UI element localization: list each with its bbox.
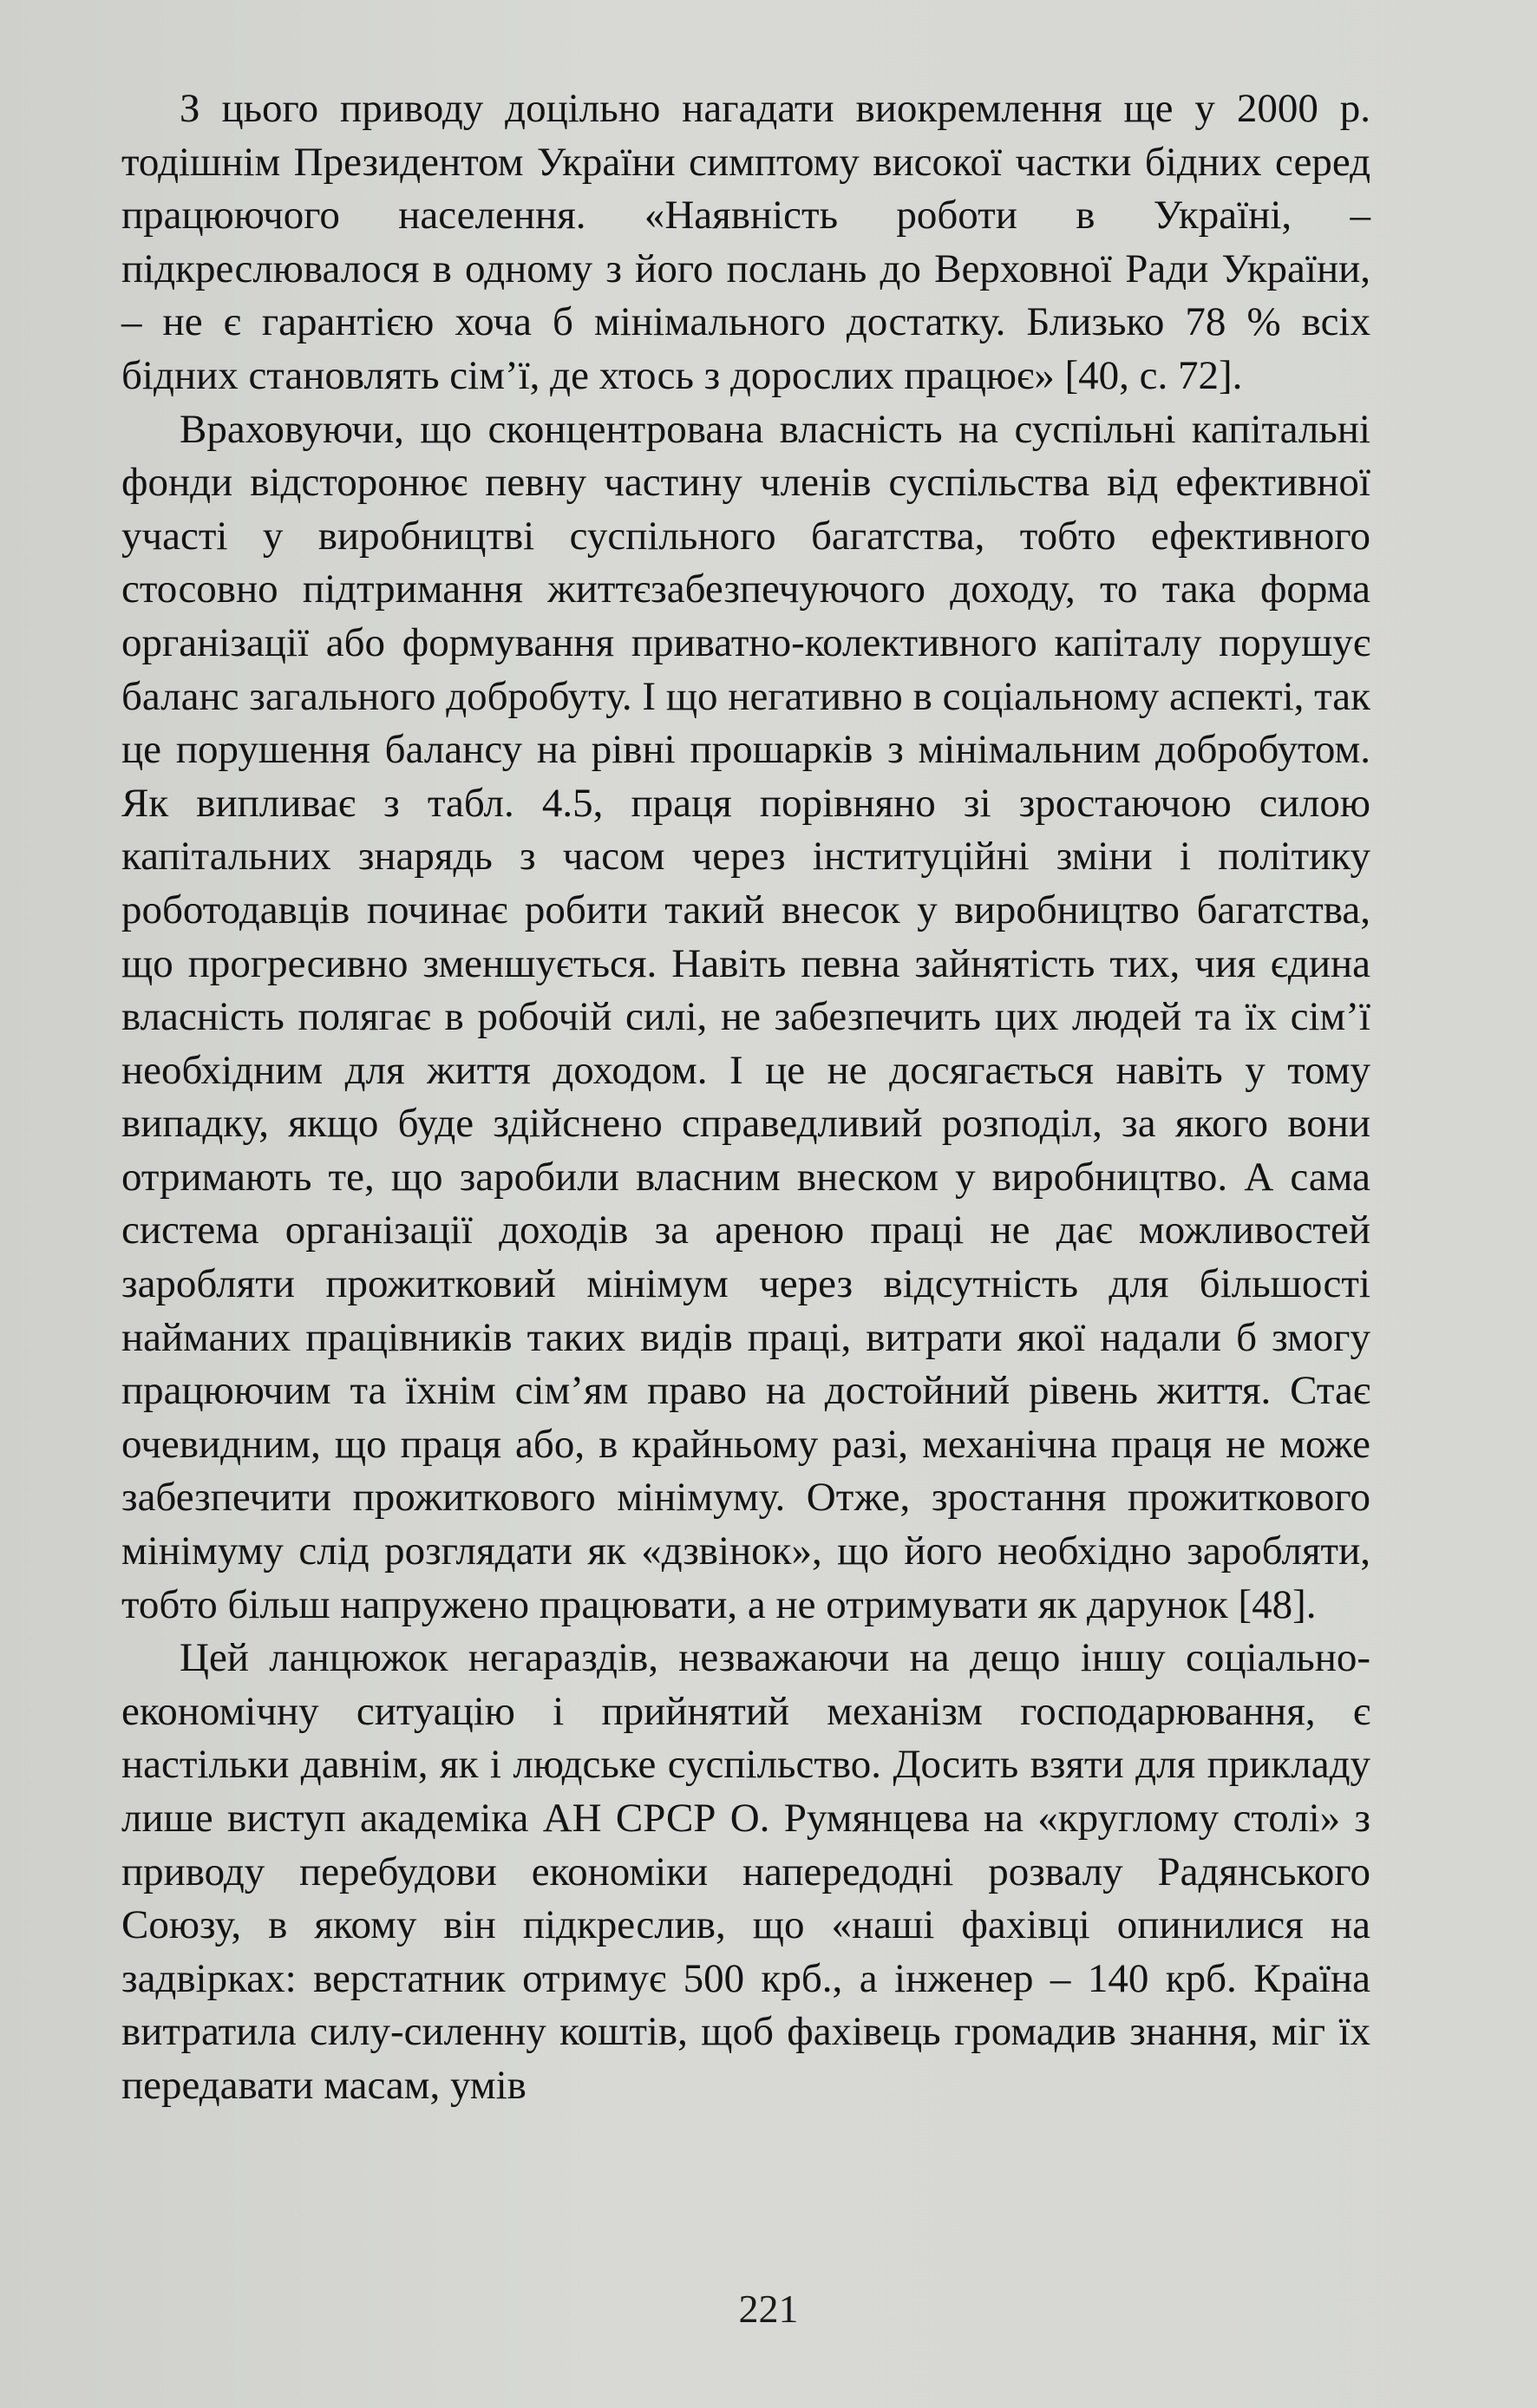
page-number: 221 <box>738 2287 799 2331</box>
paragraph-3: Цей ланцюжок негараздів, незважаючи на дещо іншу соціально-економічну ситуацію і прийнятий механізм господарювання, є настільки давнім, як і людське суспільство. Досить взяти для прикладу лише виступ академіка АН СРСР О. Румянцева на «круглому столі» з приводу перебудови економіки напередодні розвалу Радянського Союзу, в якому він підкреслив, що «наші фахівці опинилися на задвірках: верстатник отримує 500 крб., а інженер – 140 крб. Країна витратила силу-силенну коштів, щоб фахівець громадив знання, міг їх передавати масам, умів <box>121 1635 1370 2108</box>
paragraph-1: З цього приводу доцільно нагадати виокремлення ще у 2000 р. тодішнім Президентом України симптому високої частки бідних серед працюючого населення. «Наявність роботи в Україні, – підкреслювалося в одному з його послань до Верховної Ради України, – не є гарантією хоча б мінімального достатку. Близько 78 % всіх бідних становлять сім’ї, де хтось з дорослих працює» [40, с. 72]. <box>121 86 1370 398</box>
paragraph-2: Враховуючи, що сконцентрована власність на суспільні капітальні фонди відсторонює певну частину членів суспільства від ефективної участі у виробництві суспільного багатства, тобто ефективного стосовно підтримання життєзабезпечуючого доходу, то така форма організації або формування приватно-колективного капіталу порушує баланс загального добробуту. І що негативно в соціальному аспекті, так це порушення балансу на рівні прошарків з мінімальним добробутом. Як випливає з табл. 4.5, праця порівняно зі зростаючою силою капітальних знарядь з часом через інституційні зміни і політику роботодавців починає робити такий внесок у виробництво багатства, що прогресивно зменшується. Навіть певна зайнятість тих, чия єдина власність полягає в робочій силі, не забезпечить цих людей та їх сім’ї необхідним для життя доходом. І це не досягається навіть у тому випадку, якщо буде здійснено справедливий розподіл, за якого вони отримають те, що заробили власним внеском у виробництво. А сама система організації доходів за ареною праці не дає можливостей заробляти прожитковий мінімум через відсутність для більшості найманих працівників таких видів праці, витрати якої надали б змогу працюючим та їхнім сім’ям право на достойний рівень життя. Стає очевидним, що праця або, в крайньому разі, механічна праця не може забезпечити прожиткового мінімуму. Отже, зростання прожиткового мінімуму слід розглядати як «дзвінок», що його необхідно заробляти, тобто більш напружено працювати, а не отримувати як дарунок [48]. <box>121 406 1370 1627</box>
body-text <box>121 82 1370 2113</box>
